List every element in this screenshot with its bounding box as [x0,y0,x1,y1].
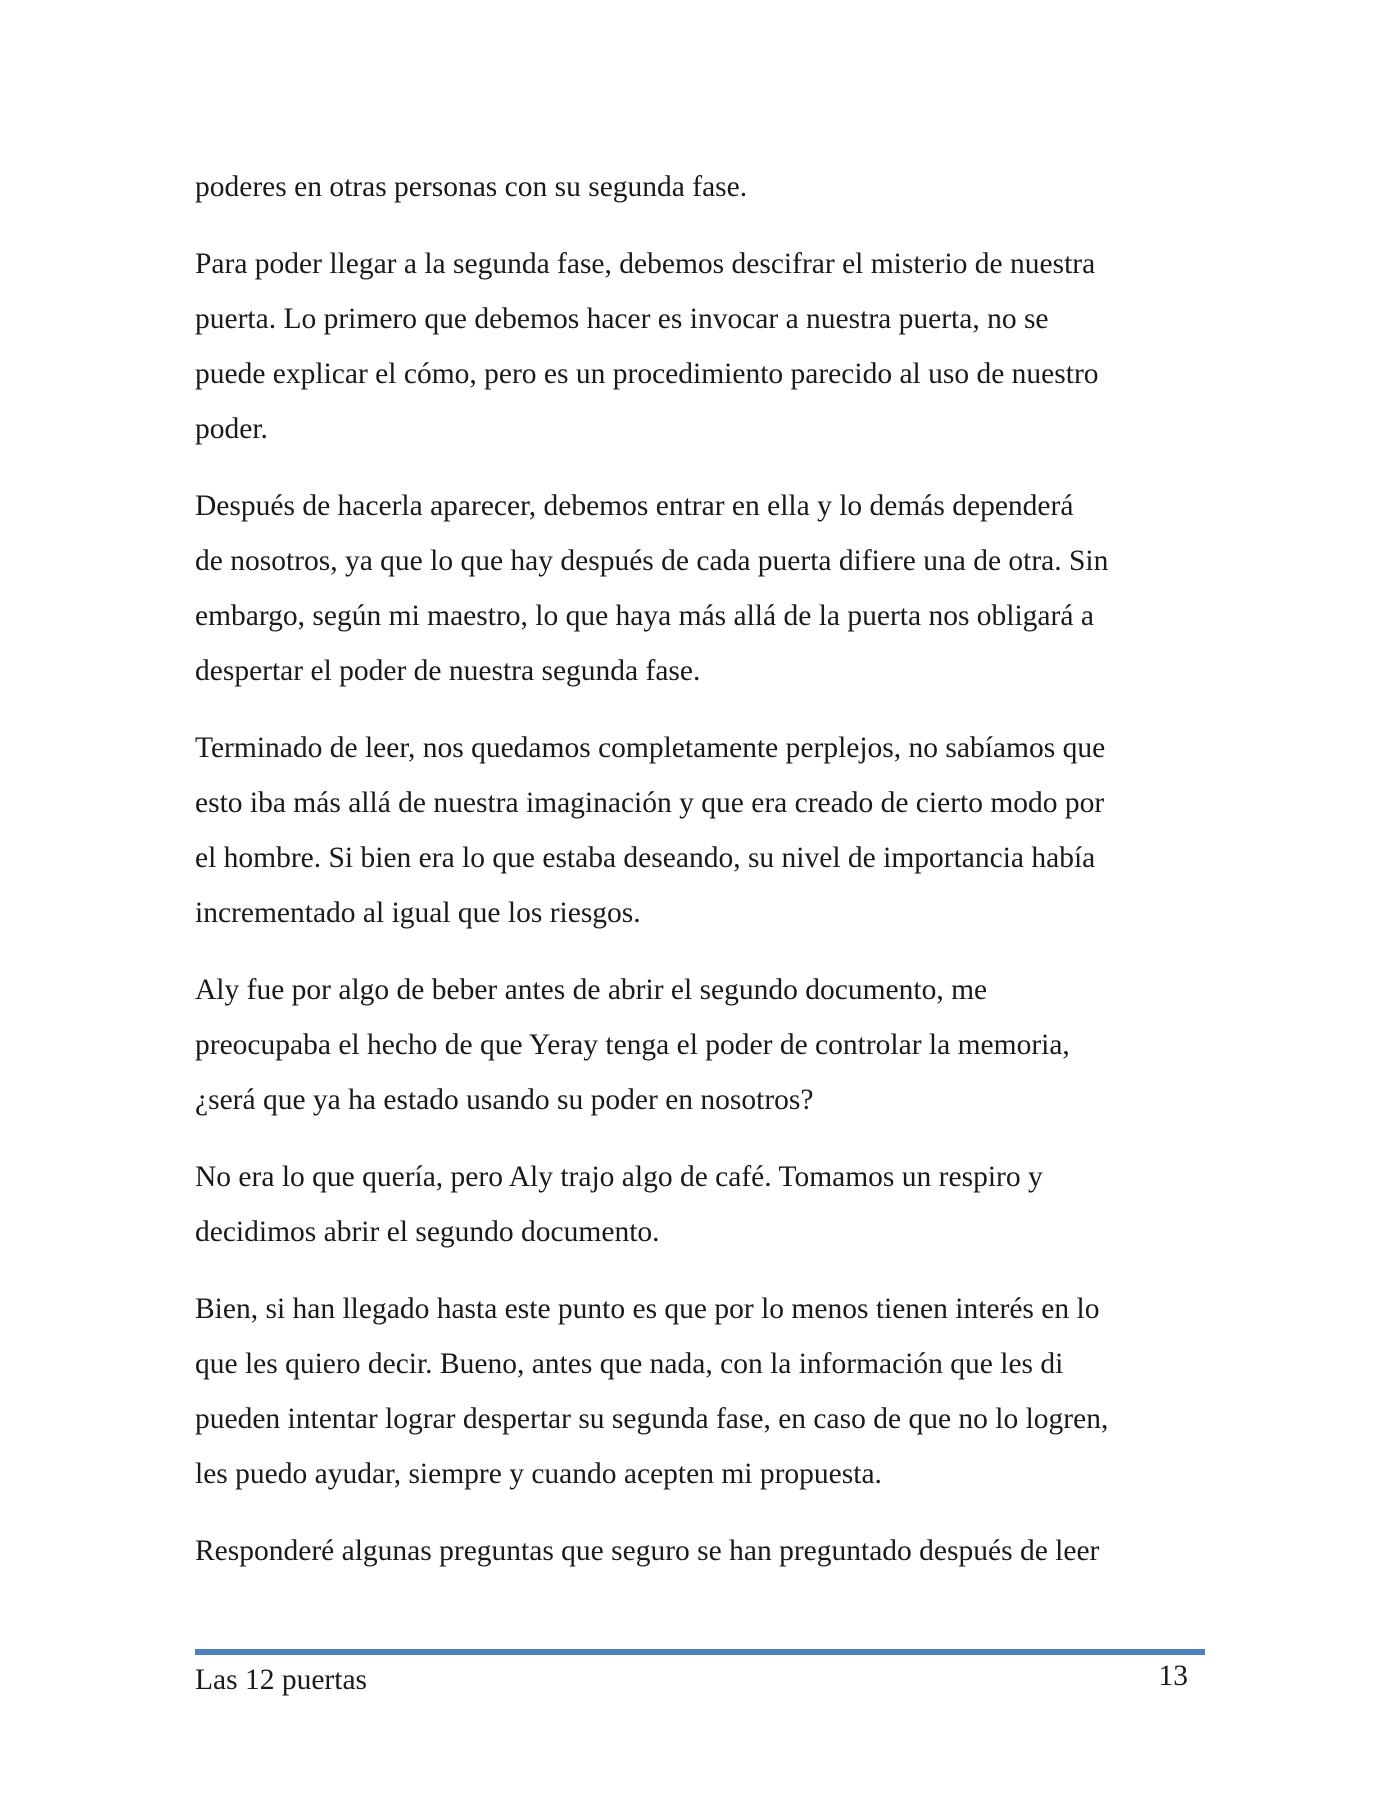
paragraph-7 [195,1282,1215,1502]
text-line: Para poder llegar a la segunda fase, debemos descifrar el misterio de nuestra [195,248,1096,280]
text-line: incrementado al igual que los riesgos. [195,897,641,929]
text-line: Después de hacerla aparecer, debemos entrar en ella y lo demás dependerá [195,490,1074,522]
text-line: Aly fue por algo de beber antes de abrir el segundo documento, me [195,974,988,1006]
text-line: Terminado de leer, nos quedamos completamente perplejos, no sabíamos que [195,732,1106,764]
text-line: pueden intentar lograr despertar su segunda fase, en caso de que no lo logren, [195,1403,1109,1435]
footer-book-title: Las 12 puertas [195,1664,368,1696]
paragraph-8 [195,1524,1215,1579]
text-line: puerta. Lo primero que debemos hacer es invocar a nuestra puerta, no se [195,303,1049,335]
footer-rule [195,1649,1205,1655]
text-line: preocupaba el hecho de que Yeray tenga el poder de controlar la memoria, [195,1029,1070,1061]
text-line: esto iba más allá de nuestra imaginación y que era creado de cierto modo por [195,787,1105,819]
paragraph-4 [195,721,1215,941]
text-line: Bien, si han llegado hasta este punto es que por lo menos tienen interés en lo [195,1293,1100,1325]
text-line: decidimos abrir el segundo documento. [195,1216,660,1248]
text-line: les puedo ayudar, siempre y cuando acepten mi propuesta. [195,1458,882,1490]
paragraph-3 [195,479,1215,699]
paragraph-2 [195,237,1215,457]
body-text [195,160,1215,1601]
text-line: ¿será que ya ha estado usando su poder en nosotros? [195,1084,814,1116]
text-line: No era lo que quería, pero Aly trajo algo de café. Tomamos un respiro y [195,1161,1043,1193]
paragraph-6 [195,1150,1215,1260]
paragraph-5 [195,963,1215,1128]
text-line: puede explicar el cómo, pero es un procedimiento parecido al uso de nuestro [195,358,1099,390]
text-line: el hombre. Si bien era lo que estaba deseando, su nivel de importancia había [195,842,1096,874]
text-line: despertar el poder de nuestra segunda fase. [195,655,701,687]
text-line: poderes en otras personas con su segunda fase. [195,171,748,203]
text-line: de nosotros, ya que lo que hay después de cada puerta difiere una de otra. Sin [195,545,1109,577]
text-line: que les quiero decir. Bueno, antes que nada, con la información que les di [195,1348,1064,1380]
text-line: embargo, según mi maestro, lo que haya más allá de la puerta nos obligará a [195,600,1094,632]
text-line: Responderé algunas preguntas que seguro se han preguntado después de leer [195,1535,1100,1567]
paragraph-1 [195,160,1215,215]
footer-page-number: 13 [1158,1660,1188,1692]
text-line: poder. [195,413,268,445]
